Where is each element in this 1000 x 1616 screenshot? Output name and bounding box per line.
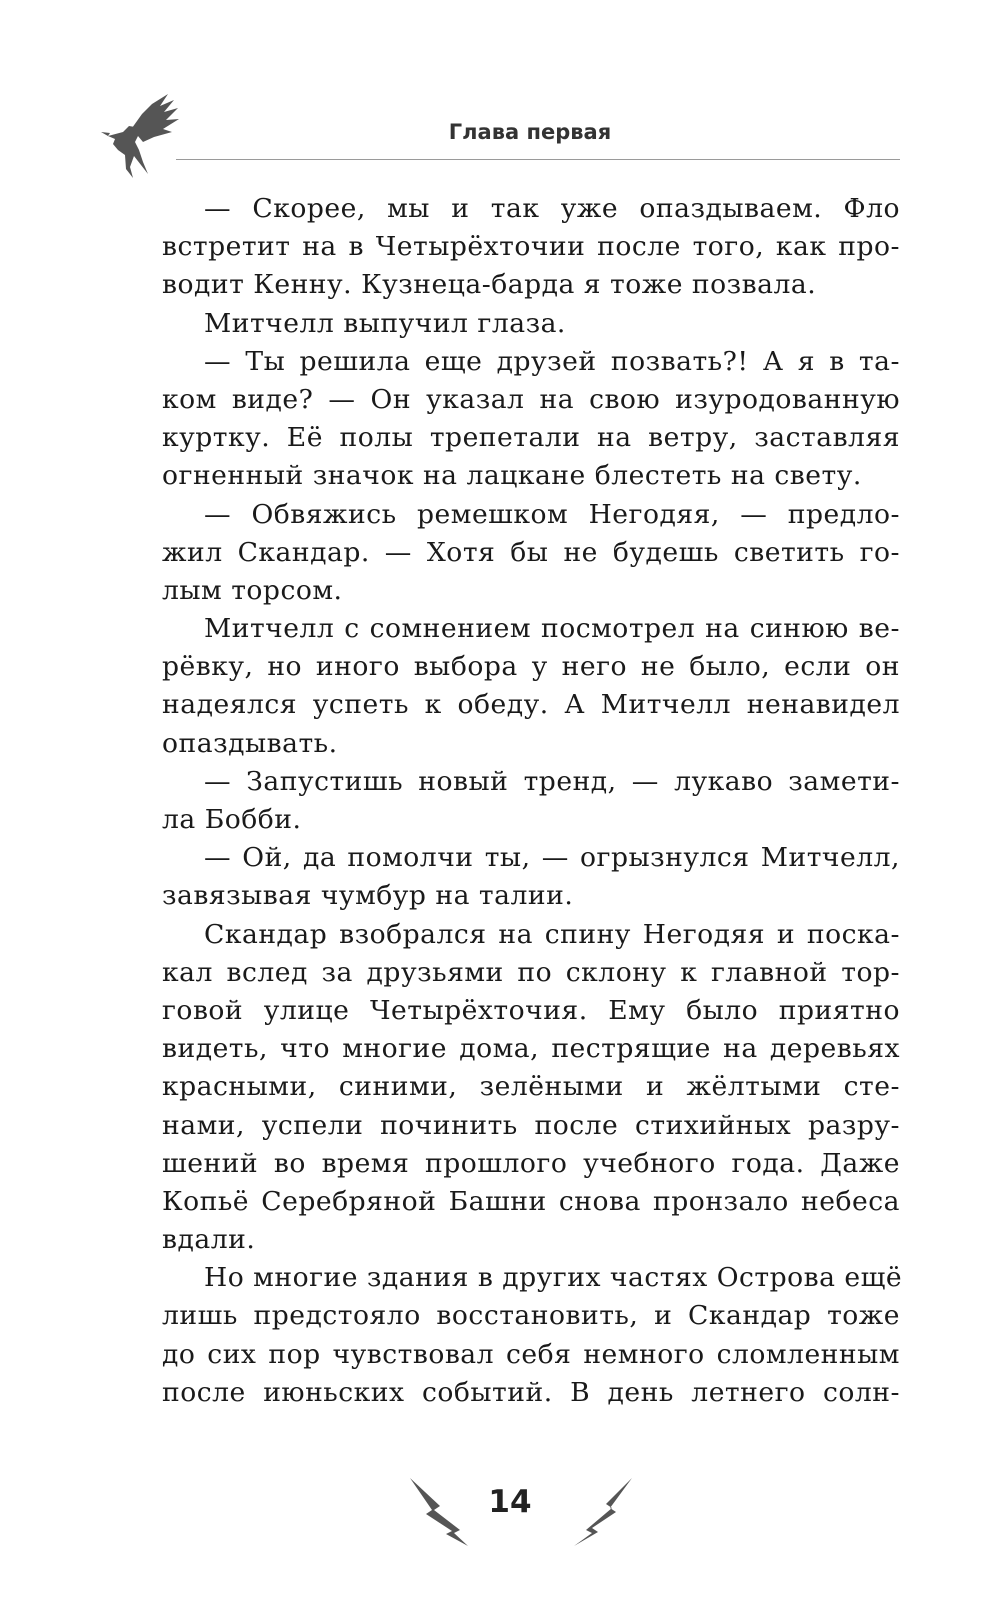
text-line: ла Бобби. (162, 804, 302, 835)
text-line: до сих пор чувствовал себя немного сломленным (162, 1338, 900, 1370)
text-line: водит Кенну. Кузнеца-барда я тоже позвала. (162, 269, 817, 301)
text-line: шений во время прошлого учебного года. Даже (162, 1147, 900, 1179)
body-text (162, 190, 903, 1412)
text-line: огненный значок на лацкане блестеть на свету. (162, 460, 862, 492)
text-line: нами, успели починить после стихийных разру- (162, 1109, 900, 1141)
text-line: — Скорее, мы и так уже опаздываем. Фло (204, 193, 900, 224)
text-line: Скандар взобрался на спину Негодяя и поска- (204, 918, 900, 950)
text-line: видеть, что многие дома, пестрящие на деревьях (162, 1033, 900, 1065)
text-line: Митчелл выпучил глаза. (204, 307, 566, 339)
winged-unicorn-icon (88, 92, 188, 192)
text-line: ком виде? — Он указал на свою изуродованную (162, 383, 900, 415)
text-line: говой улице Четырёхточия. Ему было приятно (162, 994, 900, 1026)
text-line: красными, синими, зелёными и жёлтыми сте- (162, 1071, 900, 1103)
text-line: завязывая чумбур на талии. (162, 880, 574, 912)
text-line: — Ты решила еще друзей позвать?! А я в та- (204, 345, 900, 377)
text-line: лишь предстояло восстановить, и Скандар тоже (162, 1300, 900, 1332)
text-line: надеялся успеть к обеду. А Митчелл ненавидел (162, 689, 900, 721)
text-line: кал вслед за друзьями по склону к главной тор- (162, 956, 900, 988)
text-line: вдали. (162, 1224, 256, 1256)
text-line: рёвку, но иного выбора у него не было, если он (162, 651, 900, 683)
text-line: лым торсом. (162, 574, 343, 606)
text-line: куртку. Её полы трепетали на ветру, заставляя (162, 422, 900, 454)
text-line: Митчелл с сомнением посмотрел на синюю ве- (204, 613, 900, 645)
text-line: после июньских событий. В день летнего солн- (162, 1376, 900, 1408)
page-footer (0, 1470, 1000, 1560)
lightning-bolt-icon (562, 1478, 632, 1548)
text-line: — Запустишь новый тренд, — лукаво замети- (204, 765, 900, 797)
text-line: — Обвяжись ремешком Негодяя, — предло- (204, 498, 900, 530)
header-divider (176, 159, 900, 160)
chapter-title: Глава первая (448, 120, 612, 144)
text-line: — Ой, да помолчи ты, — огрызнулся Митчелл, (204, 842, 900, 874)
text-line: жил Скандар. — Хотя бы не будешь светить го- (162, 536, 900, 568)
text-line: опаздывать. (162, 727, 338, 759)
text-line: встретит на в Четырёхточии после того, как про- (162, 231, 900, 263)
page-number: 14 (488, 1484, 532, 1520)
text-line: Копьё Серебряной Башни снова пронзало небеса (162, 1185, 900, 1217)
text-line: Но многие здания в других частях Острова ещё (204, 1262, 903, 1294)
